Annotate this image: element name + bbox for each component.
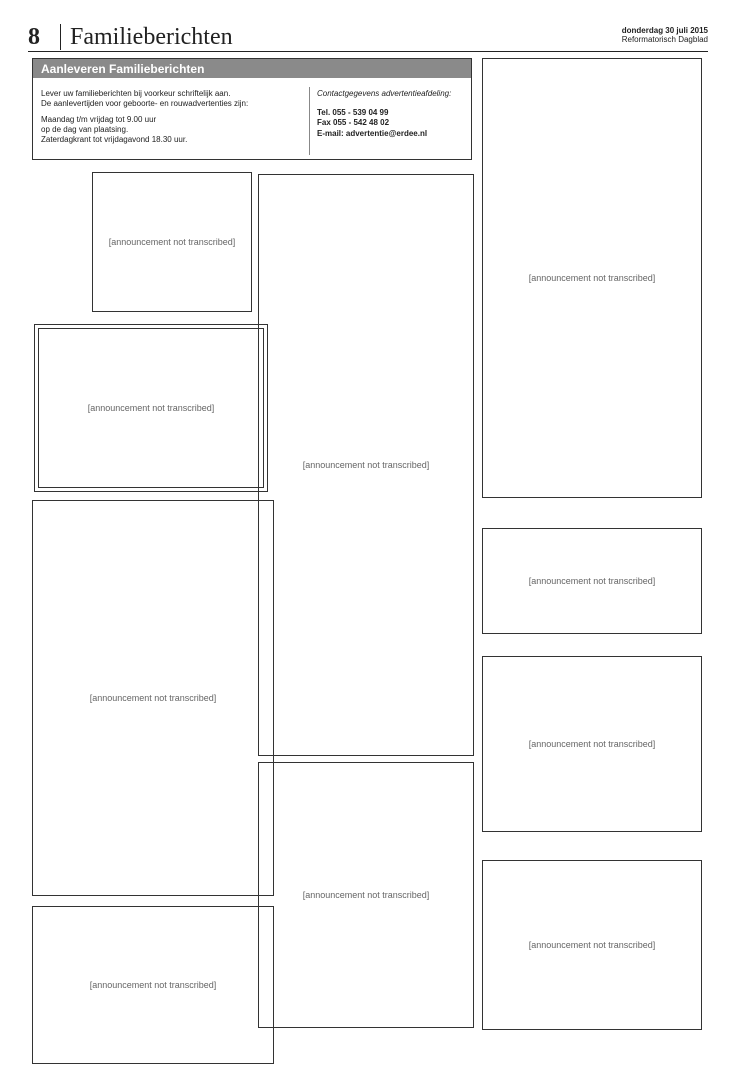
announcement-placeholder: [announcement not transcribed] [302,460,430,470]
contact-email: E-mail: advertentie@erdee.nl [317,128,428,138]
announcement-block [482,528,702,634]
announcement-placeholder: [announcement not transcribed] [89,693,217,703]
submission-info [41,89,297,151]
announcement-block [92,172,252,312]
announcement-placeholder: [announcement not transcribed] [528,739,656,749]
header-rule [28,51,708,52]
announcement-placeholder: [announcement not transcribed] [108,237,236,247]
section-title: Familieberichten [60,24,233,50]
announcement-block [258,762,474,1028]
info-divider [309,87,310,155]
announcement-placeholder: [announcement not transcribed] [528,940,656,950]
info-box [32,58,472,160]
page-header [28,24,708,50]
announcement-placeholder: [announcement not transcribed] [528,273,656,283]
announcement-placeholder: [announcement not transcribed] [302,890,430,900]
page-number: 8 [28,24,40,50]
contact-phone: Tel. 055 - 539 04 99 [317,107,389,117]
contact-heading: Contactgegevens advertentieafdeling: [317,89,452,98]
announcement-block [258,174,474,756]
announcement-block [38,328,264,488]
info-line-2: De aanlevertijden voor geboorte- en rouwadvertenties zijn: [41,99,249,108]
contact-info [317,89,467,139]
announcement-block [32,906,274,1064]
announcement-placeholder: [announcement not transcribed] [87,403,215,413]
publication-name: Reformatorisch Dagblad [621,35,708,44]
announcement-block [32,500,274,896]
info-box-title: Aanleveren Familieberichten [33,59,471,78]
contact-fax: Fax 055 - 542 48 02 [317,118,390,127]
edition-date: donderdag 30 juli 2015 [621,26,708,35]
announcement-block [482,58,702,498]
edition-info [622,26,708,44]
hours-line-1: Maandag t/m vrijdag tot 9.00 uur [41,115,157,124]
hours-line-2: op de dag van plaatsing. [41,125,129,134]
announcement-block [482,860,702,1030]
info-line-1: Lever uw familieberichten bij voorkeur schriftelijk aan. [41,89,231,98]
hours-line-3: Zaterdagkrant tot vrijdagavond 18.30 uur. [41,135,188,144]
announcement-block [482,656,702,832]
announcement-placeholder: [announcement not transcribed] [528,576,656,586]
announcement-placeholder: [announcement not transcribed] [89,980,217,990]
